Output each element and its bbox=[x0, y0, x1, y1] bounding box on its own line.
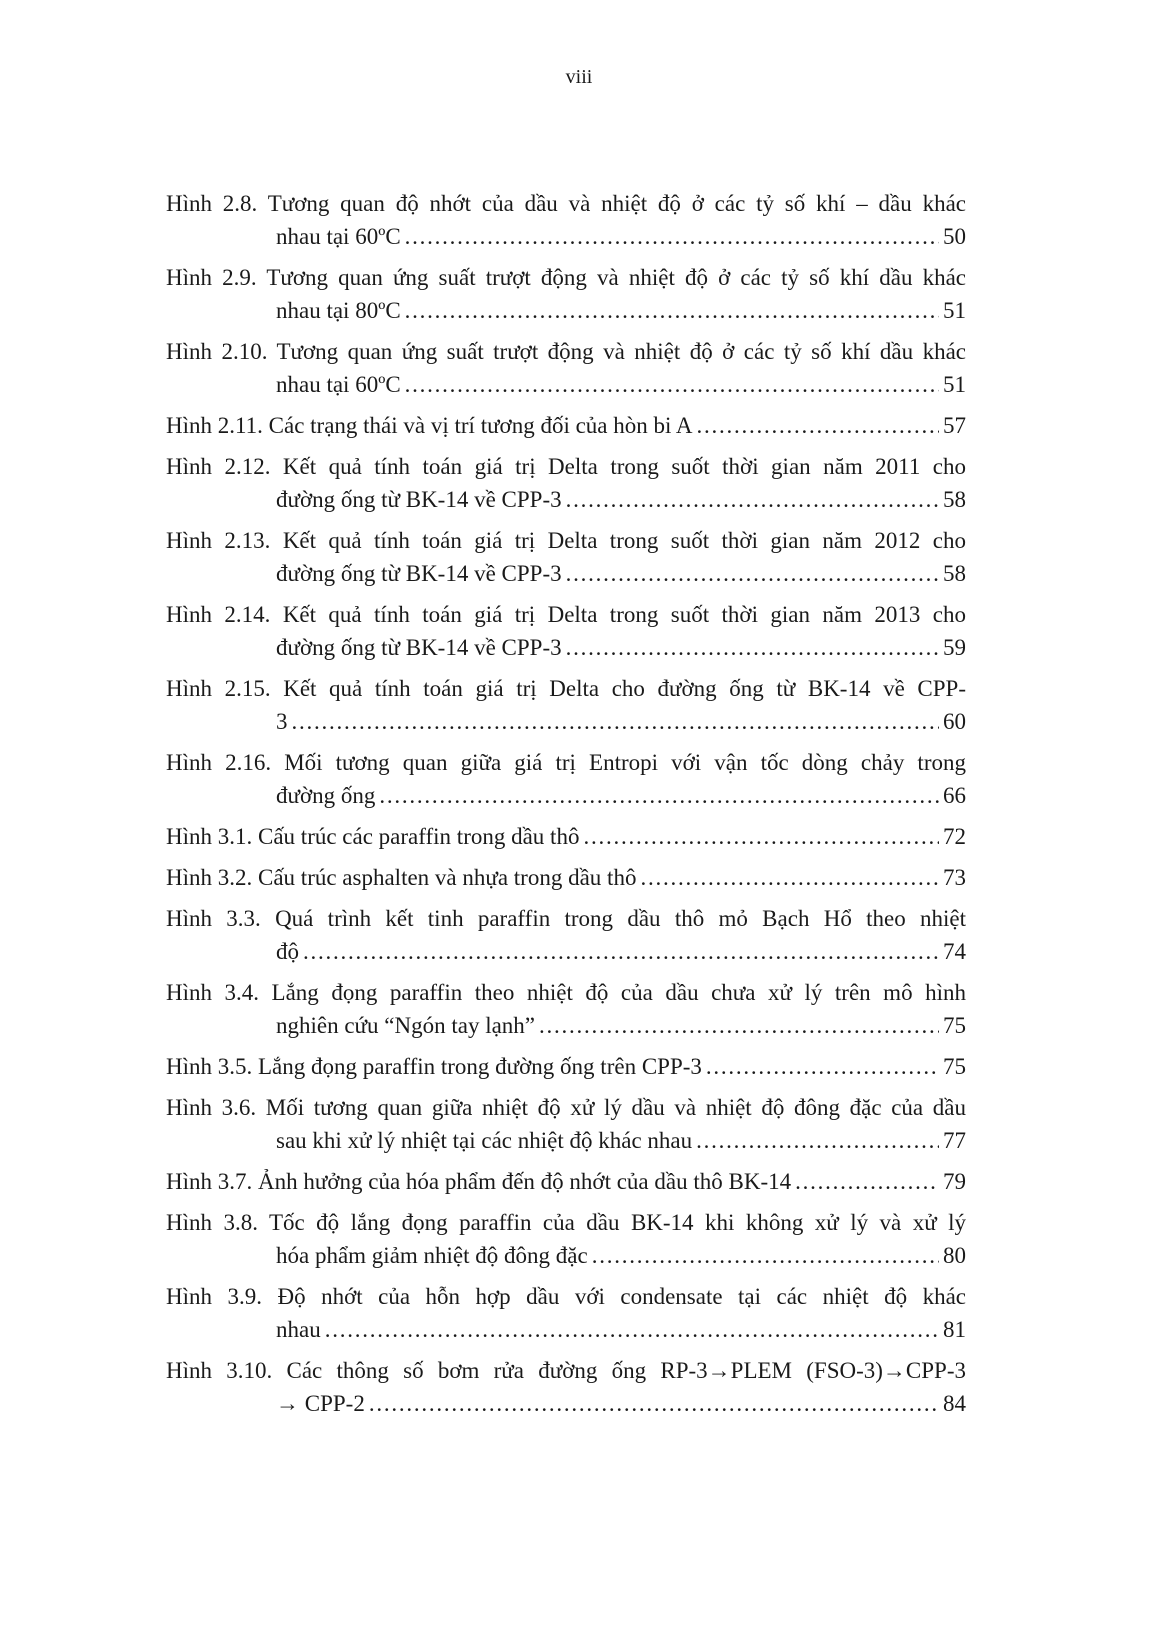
toc-entry[interactable] bbox=[166, 450, 966, 516]
toc-entry-title-continuation: đường ống bbox=[276, 783, 376, 808]
toc-entry-title-continuation: đường ống từ BK-14 về CPP-3 bbox=[276, 561, 562, 586]
toc-entry-title-continuation: sau khi xử lý nhiệt tại các nhiệt độ khác nhau bbox=[276, 1128, 693, 1153]
dot-leader bbox=[379, 779, 939, 812]
toc-entry[interactable] bbox=[166, 672, 966, 738]
toc-entry-title-line: Hình 3.8. Tốc độ lắng đọng paraffin của dầu BK-14 khi không xử lý và xử lý bbox=[166, 1210, 966, 1235]
toc-entry-page: 57 bbox=[943, 413, 966, 438]
toc-entry-page: 75 bbox=[943, 1013, 966, 1038]
page-number: viii bbox=[565, 66, 593, 88]
dot-leader bbox=[405, 294, 939, 327]
toc-entry[interactable] bbox=[166, 335, 966, 401]
toc-entry[interactable] bbox=[166, 1354, 966, 1420]
toc-entry[interactable] bbox=[166, 1091, 966, 1157]
toc-entry-page: 51 bbox=[943, 298, 966, 323]
toc-entry-title-continuation: nhau tại 80ºC bbox=[276, 298, 401, 323]
dot-leader bbox=[325, 1313, 939, 1346]
toc-entry-title: Hình 3.7. Ảnh hưởng của hóa phẩm đến độ nhớt của dầu thô BK-14 bbox=[166, 1169, 792, 1194]
toc-entry-title-continuation: nhau bbox=[276, 1317, 321, 1342]
dot-leader bbox=[405, 368, 939, 401]
toc-entry[interactable] bbox=[166, 976, 966, 1042]
toc-entry[interactable] bbox=[166, 409, 966, 442]
toc-entry[interactable] bbox=[166, 1206, 966, 1272]
dot-leader bbox=[303, 935, 939, 968]
toc-entry-page: 66 bbox=[943, 783, 966, 808]
toc-entry[interactable] bbox=[166, 187, 966, 253]
toc-entry-title-continuation: độ bbox=[276, 939, 299, 964]
toc-entry-page: 84 bbox=[943, 1391, 966, 1416]
toc-entry-title-continuation: nhau tại 60ºC bbox=[276, 372, 401, 397]
toc-entry-page: 59 bbox=[943, 635, 966, 660]
toc-entry[interactable] bbox=[166, 820, 966, 853]
toc-entry-title-line: Hình 2.15. Kết quả tính toán giá trị Delta cho đường ống từ BK-14 về CPP- bbox=[166, 676, 966, 701]
toc-entry[interactable] bbox=[166, 1280, 966, 1346]
toc-entry[interactable] bbox=[166, 902, 966, 968]
toc-entry-title: Hình 3.5. Lắng đọng paraffin trong đường ống trên CPP-3 bbox=[166, 1054, 702, 1079]
dot-leader bbox=[566, 631, 939, 664]
toc-entry-page: 79 bbox=[943, 1169, 966, 1194]
toc-entry[interactable] bbox=[166, 861, 966, 894]
toc-entry-page: 80 bbox=[943, 1243, 966, 1268]
toc-entry-title-continuation: hóa phẩm giảm nhiệt độ đông đặc bbox=[276, 1243, 588, 1268]
toc-entry-page: 81 bbox=[943, 1317, 966, 1342]
toc-entry-title-continuation: đường ống từ BK-14 về CPP-3 bbox=[276, 635, 562, 660]
dot-leader bbox=[592, 1239, 939, 1272]
dot-leader bbox=[539, 1009, 939, 1042]
dot-leader bbox=[697, 409, 940, 442]
dot-leader bbox=[566, 483, 939, 516]
toc-entry-page: 74 bbox=[943, 939, 966, 964]
toc-entry-title-line: Hình 3.6. Mối tương quan giữa nhiệt độ xử lý dầu và nhiệt độ đông đặc của dầu bbox=[166, 1095, 966, 1120]
toc-entry-page: 50 bbox=[943, 224, 966, 249]
toc-entry-title-continuation: 3 bbox=[276, 709, 288, 734]
toc-entry-page: 72 bbox=[943, 824, 966, 849]
dot-leader bbox=[706, 1050, 939, 1083]
toc-entry-title-line: Hình 2.13. Kết quả tính toán giá trị Delta trong suốt thời gian năm 2012 cho bbox=[166, 528, 966, 553]
toc-entry-title-line: Hình 3.4. Lắng đọng paraffin theo nhiệt độ của dầu chưa xử lý trên mô hình bbox=[166, 980, 966, 1005]
toc-entry-title-continuation: nghiên cứu “Ngón tay lạnh” bbox=[276, 1013, 535, 1038]
toc-entry[interactable] bbox=[166, 746, 966, 812]
toc-entry[interactable] bbox=[166, 598, 966, 664]
toc-entry[interactable] bbox=[166, 261, 966, 327]
dot-leader bbox=[583, 820, 939, 853]
dot-leader bbox=[795, 1165, 939, 1198]
toc-entry-page: 51 bbox=[943, 372, 966, 397]
dot-leader bbox=[640, 861, 939, 894]
dot-leader bbox=[566, 557, 939, 590]
toc-entry[interactable] bbox=[166, 524, 966, 590]
toc-entry[interactable] bbox=[166, 1165, 966, 1198]
toc-entry-page: 73 bbox=[943, 865, 966, 890]
toc-entry-title-continuation: → CPP-2 bbox=[276, 1391, 365, 1416]
toc-entry-title-line: Hình 2.8. Tương quan độ nhớt của dầu và nhiệt độ ở các tỷ số khí – dầu khác bbox=[166, 191, 966, 216]
toc-entry-title-line: Hình 2.12. Kết quả tính toán giá trị Delta trong suốt thời gian năm 2011 cho bbox=[166, 454, 966, 479]
toc-entry-title-line: Hình 2.10. Tương quan ứng suất trượt động và nhiệt độ ở các tỷ số khí dầu khác bbox=[166, 339, 966, 364]
list-of-figures bbox=[166, 187, 966, 1428]
toc-entry-title-line: Hình 2.9. Tương quan ứng suất trượt động và nhiệt độ ở các tỷ số khí dầu khác bbox=[166, 265, 966, 290]
toc-entry-title: Hình 3.2. Cấu trúc asphalten và nhựa trong dầu thô bbox=[166, 865, 637, 890]
toc-entry-page: 60 bbox=[943, 709, 966, 734]
toc-entry-title-continuation: nhau tại 60ºC bbox=[276, 224, 401, 249]
toc-entry-title: Hình 2.11. Các trạng thái và vị trí tương đối của hòn bi A bbox=[166, 413, 693, 438]
toc-entry-title-line: Hình 2.16. Mối tương quan giữa giá trị Entropi với vận tốc dòng chảy trong bbox=[166, 750, 966, 775]
toc-entry-title-line: Hình 2.14. Kết quả tính toán giá trị Delta trong suốt thời gian năm 2013 cho bbox=[166, 602, 966, 627]
toc-entry-page: 58 bbox=[943, 487, 966, 512]
toc-entry-title: Hình 3.1. Cấu trúc các paraffin trong dầu thô bbox=[166, 824, 580, 849]
dot-leader bbox=[405, 220, 939, 253]
dot-leader bbox=[369, 1387, 939, 1420]
toc-entry-title-continuation: đường ống từ BK-14 về CPP-3 bbox=[276, 487, 562, 512]
toc-entry-page: 75 bbox=[943, 1054, 966, 1079]
dot-leader bbox=[292, 705, 940, 738]
toc-entry[interactable] bbox=[166, 1050, 966, 1083]
toc-entry-page: 58 bbox=[943, 561, 966, 586]
dot-leader bbox=[696, 1124, 939, 1157]
toc-entry-title-line: Hình 3.10. Các thông số bơm rửa đường ống RP-3→PLEM (FSO-3)→CPP-3 bbox=[166, 1358, 966, 1383]
toc-entry-page: 77 bbox=[943, 1128, 966, 1153]
toc-entry-title-line: Hình 3.9. Độ nhớt của hỗn hợp dầu với condensate tại các nhiệt độ khác bbox=[166, 1284, 966, 1309]
toc-entry-title-line: Hình 3.3. Quá trình kết tinh paraffin trong dầu thô mỏ Bạch Hổ theo nhiệt bbox=[166, 906, 966, 931]
